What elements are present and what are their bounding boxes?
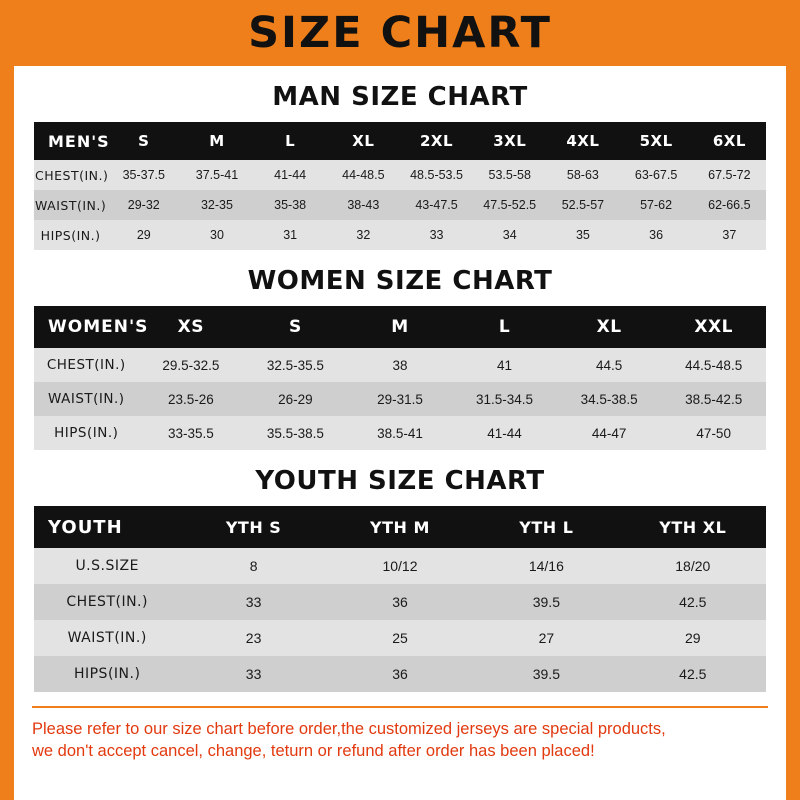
table-row: [34, 548, 766, 584]
page-title: SIZE CHART: [248, 7, 552, 58]
row-label: CHEST(IN.): [34, 160, 107, 190]
table-cell: 44.5-48.5: [661, 348, 766, 382]
header-cell: YTH S: [225, 517, 282, 537]
table-women: [34, 306, 766, 450]
table-cell: 33-35.5: [139, 416, 244, 450]
table-header-row: [34, 122, 766, 160]
table-cell: 27: [473, 620, 619, 656]
table-row: [34, 348, 766, 382]
table-cell: 10/12: [327, 548, 473, 584]
banner: [0, 0, 800, 66]
header-cell: YTH XL: [659, 517, 727, 537]
table-cell: 44-48.5: [327, 160, 400, 190]
table-cell: 31.5-34.5: [452, 382, 557, 416]
header-cell: 5XL: [639, 132, 673, 150]
row-label: CHEST(IN.): [34, 348, 139, 382]
header-cell: YOUTH: [48, 516, 123, 538]
table-row: [34, 382, 766, 416]
table-cell: 32: [327, 220, 400, 250]
table-cell: 38-43: [327, 190, 400, 220]
table-cell: 35-37.5: [107, 160, 180, 190]
table-row: [34, 416, 766, 450]
table-cell: 41-44: [452, 416, 557, 450]
row-label: WAIST(IN.): [34, 382, 139, 416]
row-label: U.S.SIZE: [34, 548, 180, 584]
row-label: CHEST(IN.): [34, 584, 180, 620]
section-title-man: MAN SIZE CHART: [272, 82, 528, 112]
row-label: WAIST(IN.): [34, 190, 107, 220]
header-cell: 6XL: [712, 132, 746, 150]
table-cell: 38.5-41: [348, 416, 453, 450]
header-cell: WOMEN'S: [48, 317, 149, 337]
table-cell: 29.5-32.5: [139, 348, 244, 382]
table-cell: 35.5-38.5: [243, 416, 348, 450]
table-cell: 47-50: [661, 416, 766, 450]
section-title-youth: YOUTH SIZE CHART: [255, 466, 545, 496]
table-cell: 32-35: [180, 190, 253, 220]
table-cell: 39.5: [473, 656, 619, 692]
table-cell: 26-29: [243, 382, 348, 416]
header-cell: M: [391, 317, 409, 337]
header-cell: 2XL: [420, 132, 454, 150]
table-row: [34, 620, 766, 656]
header-cell: L: [285, 132, 296, 150]
table-cell: 23: [180, 620, 326, 656]
table-cell: 62-66.5: [693, 190, 766, 220]
table-cell: 32.5-35.5: [243, 348, 348, 382]
table-cell: 23.5-26: [139, 382, 244, 416]
header-cell: S: [289, 317, 302, 337]
table-cell: 43-47.5: [400, 190, 473, 220]
table-cell: 39.5: [473, 584, 619, 620]
row-label: WAIST(IN.): [34, 620, 180, 656]
header-cell: XL: [352, 132, 375, 150]
table-cell: 14/16: [473, 548, 619, 584]
table-row: [34, 190, 766, 220]
table-cell: 36: [327, 584, 473, 620]
table-man: [34, 122, 766, 250]
table-cell: 29-32: [107, 190, 180, 220]
table-row: [34, 584, 766, 620]
table-cell: 57-62: [620, 190, 693, 220]
table-header-row: [34, 306, 766, 348]
table-cell: 38.5-42.5: [661, 382, 766, 416]
table-cell: 48.5-53.5: [400, 160, 473, 190]
table-cell: 58-63: [546, 160, 619, 190]
row-label: HIPS(IN.): [34, 656, 180, 692]
table-youth: [34, 506, 766, 692]
table-cell: 29: [620, 620, 766, 656]
header-cell: YTH M: [370, 517, 430, 537]
table-cell: 47.5-52.5: [473, 190, 546, 220]
section-man: [14, 82, 786, 250]
table-cell: 8: [180, 548, 326, 584]
table-cell: 25: [327, 620, 473, 656]
table-row: [34, 656, 766, 692]
table-cell: 37.5-41: [180, 160, 253, 190]
table-cell: 31: [254, 220, 327, 250]
header-cell: 4XL: [566, 132, 600, 150]
header-cell: XS: [177, 317, 205, 337]
header-cell: S: [138, 132, 150, 150]
table-cell: 53.5-58: [473, 160, 546, 190]
table-cell: 36: [620, 220, 693, 250]
table-cell: 44-47: [557, 416, 662, 450]
table-cell: 29: [107, 220, 180, 250]
notice: [32, 706, 768, 763]
table-cell: 41-44: [254, 160, 327, 190]
section-youth: [14, 466, 786, 692]
table-cell: 18/20: [620, 548, 766, 584]
notice-line-2: we don't accept cancel, change, teturn or refund after order has been placed!: [32, 742, 595, 761]
table-cell: 33: [180, 656, 326, 692]
table-cell: 38: [348, 348, 453, 382]
table-cell: 63-67.5: [620, 160, 693, 190]
header-cell: XL: [596, 317, 622, 337]
header-cell: XXL: [694, 317, 733, 337]
section-women: [14, 266, 786, 450]
table-cell: 42.5: [620, 656, 766, 692]
header-cell: YTH L: [519, 517, 574, 537]
table-cell: 67.5-72: [693, 160, 766, 190]
header-cell: L: [498, 317, 511, 337]
table-cell: 37: [693, 220, 766, 250]
table-cell: 42.5: [620, 584, 766, 620]
table-row: [34, 160, 766, 190]
notice-line-1: Please refer to our size chart before order,the customized jerseys are special products,: [32, 720, 666, 738]
table-cell: 30: [180, 220, 253, 250]
table-cell: 34.5-38.5: [557, 382, 662, 416]
table-cell: 35: [546, 220, 619, 250]
table-cell: 36: [327, 656, 473, 692]
table-row: [34, 220, 766, 250]
header-cell: MEN'S: [48, 131, 110, 151]
table-cell: 44.5: [557, 348, 662, 382]
section-title-women: WOMEN SIZE CHART: [247, 266, 553, 296]
row-label: HIPS(IN.): [34, 416, 139, 450]
table-cell: 34: [473, 220, 546, 250]
table-cell: 33: [400, 220, 473, 250]
header-cell: 3XL: [493, 132, 527, 150]
table-cell: 52.5-57: [546, 190, 619, 220]
table-header-row: [34, 506, 766, 548]
table-cell: 33: [180, 584, 326, 620]
table-cell: 35-38: [254, 190, 327, 220]
table-cell: 41: [452, 348, 557, 382]
row-label: HIPS(IN.): [34, 220, 107, 250]
header-cell: M: [209, 132, 225, 150]
table-cell: 29-31.5: [348, 382, 453, 416]
